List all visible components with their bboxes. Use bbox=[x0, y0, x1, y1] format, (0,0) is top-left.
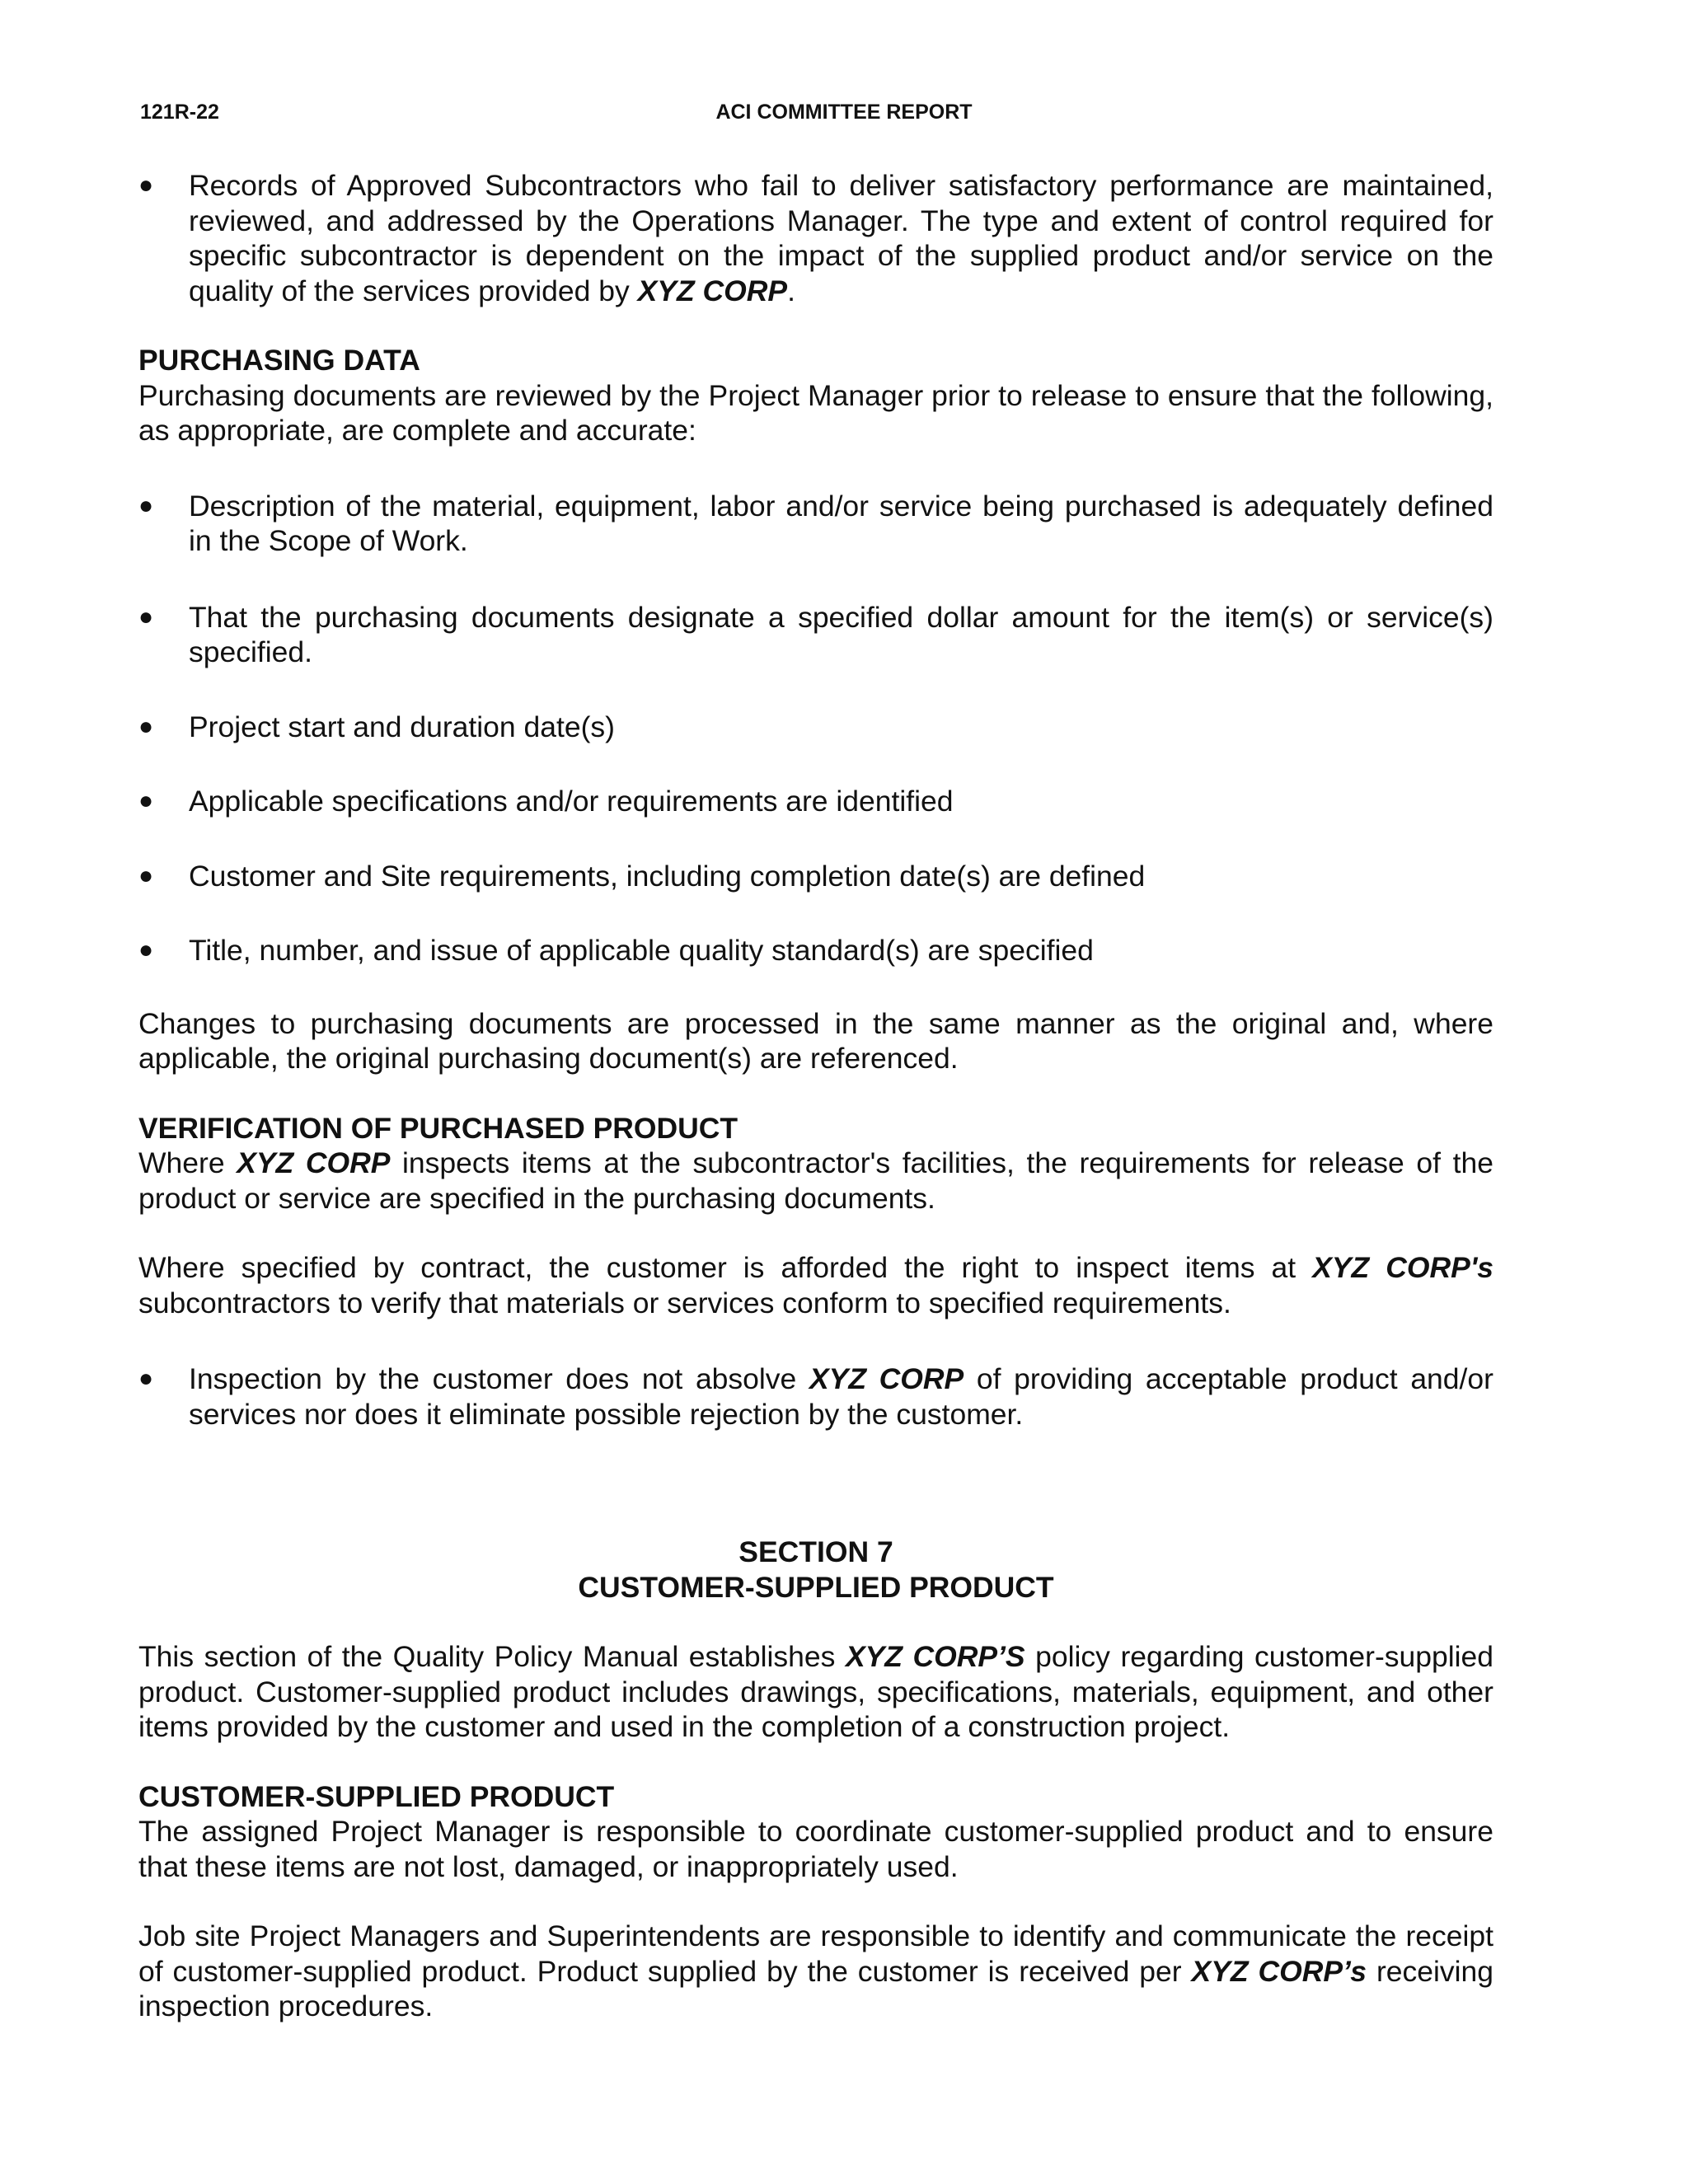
section-title: CUSTOMER-SUPPLIED PRODUCT bbox=[578, 1570, 1054, 1604]
bullet-icon: ● bbox=[138, 936, 154, 963]
company-name: XYZ CORP’s bbox=[1191, 1954, 1367, 1988]
company-name: XYZ CORP’S bbox=[845, 1640, 1025, 1673]
report-title: ACI COMMITTEE REPORT bbox=[715, 101, 973, 124]
bullet-icon: ● bbox=[138, 787, 154, 814]
section-heading: PURCHASING DATA bbox=[138, 344, 420, 377]
company-name: XYZ CORP bbox=[809, 1362, 964, 1395]
paragraph: Job site Project Managers and Superintendents are responsible to identify and communicate the receipt of customer-supplied product. Product supplied by the customer is received per XYZ CORP’s receiving inspection procedures. bbox=[138, 1919, 1494, 2022]
paragraph: Where XYZ CORP inspects items at the subcontractor's facilities, the requirements for release of the product or service are specified in the purchasing documents. bbox=[138, 1146, 1493, 1215]
list-item: ● Title, number, and issue of applicable quality standard(s) are specified bbox=[138, 934, 1094, 967]
list-item: ● Description of the material, equipment, labor and/or service being purchased is adequately defined in the Scope of Work. bbox=[138, 489, 1493, 557]
list-item: ● Applicable specifications and/or requirements are identified bbox=[138, 785, 954, 818]
bullet-icon: ● bbox=[138, 861, 154, 889]
bullet-icon: ● bbox=[138, 171, 154, 199]
page-body bbox=[138, 168, 1493, 2024]
list-item: ● Project start and duration date(s) bbox=[138, 710, 615, 743]
bullet-icon: ● bbox=[138, 602, 154, 630]
list-item: ● Records of Approved Subcontractors who fail to deliver satisfactory performance are maintained, reviewed, and addressed by the Operations Manager. The type and extent of control required for specific subcontractor is dependent on the impact of the supplied product and/or service on the quality of the services provided by XYZ CORP. bbox=[138, 169, 1493, 307]
bullet-icon: ● bbox=[138, 491, 154, 519]
list-item: ● That the purchasing documents designate a specified dollar amount for the item(s) or service(s) specified. bbox=[138, 600, 1493, 668]
company-name: XYZ CORP's bbox=[1312, 1251, 1494, 1284]
section-heading: CUSTOMER-SUPPLIED PRODUCT bbox=[138, 1779, 615, 1813]
section-heading: VERIFICATION OF PURCHASED PRODUCT bbox=[138, 1111, 738, 1145]
bullet-icon: ● bbox=[138, 1365, 154, 1392]
paragraph: Where specified by contract, the customer is afforded the right to inspect items at XYZ CORP's subcontractors to verify that materials or services conform to specified requirements. bbox=[138, 1251, 1494, 1319]
company-name: XYZ CORP bbox=[637, 274, 788, 307]
page-number: 121R-22 bbox=[140, 101, 219, 124]
list-item: ● Inspection by the customer does not absolve XYZ CORP of providing acceptable product and/or services nor does it eliminate possible rejection by the customer. bbox=[138, 1362, 1493, 1431]
paragraph: Purchasing documents are reviewed by the Project Manager prior to release to ensure that the following, as appropriate, are complete and accurate: bbox=[138, 378, 1493, 447]
paragraph: This section of the Quality Policy Manual establishes XYZ CORP’S policy regarding customer-supplied product. Customer-supplied product includes drawings, specifications, materials, equipment, and other items provided by the customer and used in the completion of a construction project. bbox=[138, 1640, 1494, 1743]
paragraph: Changes to purchasing documents are processed in the same manner as the original and, where applicable, the original purchasing document(s) are referenced. bbox=[138, 1006, 1493, 1075]
paragraph: The assigned Project Manager is responsible to coordinate customer-supplied product and to ensure that these items are not lost, damaged, or inappropriately used. bbox=[138, 1815, 1493, 1883]
company-name: XYZ CORP bbox=[237, 1146, 391, 1179]
bullet-icon: ● bbox=[138, 712, 154, 740]
list-item: ● Customer and Site requirements, including completion date(s) are defined bbox=[138, 859, 1146, 893]
section-number: SECTION 7 bbox=[738, 1535, 893, 1568]
